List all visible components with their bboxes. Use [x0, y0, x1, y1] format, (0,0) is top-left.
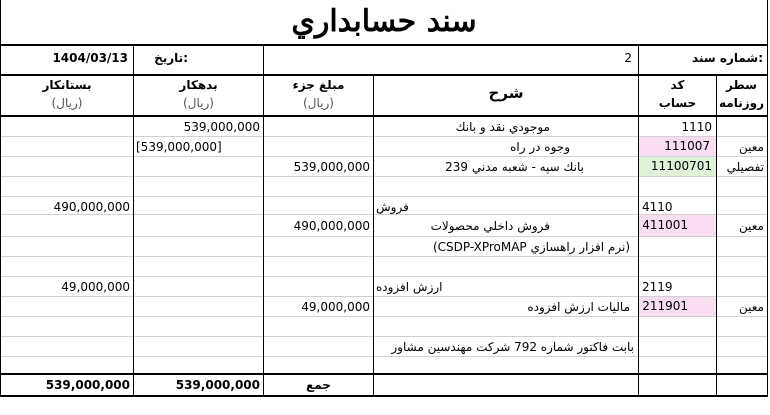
col-debit: بدهكار: [179, 78, 218, 92]
col-partial-amount: مبلغ جزء: [292, 78, 345, 92]
row1-code: 1110: [681, 120, 712, 134]
col-account: حساب: [658, 96, 697, 110]
row6-desc: (نرم افزار راهسازي CSDP-XProMAP): [432, 240, 630, 254]
date-label: تاريخ:: [154, 51, 188, 65]
row7-credit: 49,000,000: [61, 280, 130, 294]
col-debit-currency: (ريال): [183, 96, 214, 110]
row7-code: 2119: [642, 280, 673, 294]
totals-label: جمع: [306, 378, 331, 392]
col-partial-currency: (ريال): [303, 96, 334, 110]
row1-debit: 539,000,000: [183, 120, 260, 134]
row5-partial: 490,000,000: [293, 219, 370, 233]
row4-code: 4110: [642, 200, 673, 214]
row8-code: 211901: [639, 297, 716, 316]
info-divider: [0, 74, 768, 76]
totals-credit: 539,000,000: [45, 378, 130, 392]
row3-level: تفصيلي: [726, 160, 764, 174]
row2-level: معين: [739, 140, 764, 154]
row4-credit: 490,000,000: [53, 200, 130, 214]
row2-code: 111007: [639, 137, 716, 156]
row2-debit: [539,000,000]: [136, 140, 222, 154]
col-row-line: سطر: [726, 78, 757, 92]
col-description: شرح: [488, 84, 524, 102]
totals-divider: [0, 373, 768, 375]
row7-desc: ارزش افزوده: [376, 280, 443, 294]
row5-code: 411001: [639, 215, 716, 236]
col-credit: بستانكار: [42, 78, 92, 92]
doc-number-label: شماره سند:: [692, 51, 763, 65]
row3-code: 11100701: [639, 157, 716, 176]
row2-desc: وجوه در راه: [510, 140, 570, 154]
row3-desc: بانك سپه - شعبه مدني 239: [445, 160, 584, 174]
row1-desc: موجودي نقد و بانك: [455, 120, 550, 134]
totals-debit: 539,000,000: [175, 378, 260, 392]
voucher-date: 1404/03/13: [52, 51, 128, 65]
voucher-title: سند حسابداري: [291, 4, 477, 39]
header-divider: [0, 115, 768, 117]
row8-partial: 49,000,000: [301, 300, 370, 314]
title-divider: [0, 44, 768, 46]
row5-desc: فروش داخلي محصولات: [430, 219, 550, 233]
row5-level: معين: [739, 219, 764, 233]
row8-level: معين: [739, 300, 764, 314]
col-credit-currency: (ريال): [51, 96, 83, 110]
row3-partial: 539,000,000: [293, 160, 370, 174]
col-journal: روزنامه: [719, 96, 764, 110]
row4-desc: فروش: [376, 200, 409, 214]
bottom-border: [0, 395, 768, 397]
row9-desc: بابت فاكتور شماره 792 شركت مهندسين مشاور: [391, 340, 634, 354]
col-account-code: كد: [670, 78, 685, 92]
doc-number: 2: [624, 51, 632, 65]
row8-desc: ماليات ارزش افزوده: [527, 300, 630, 314]
